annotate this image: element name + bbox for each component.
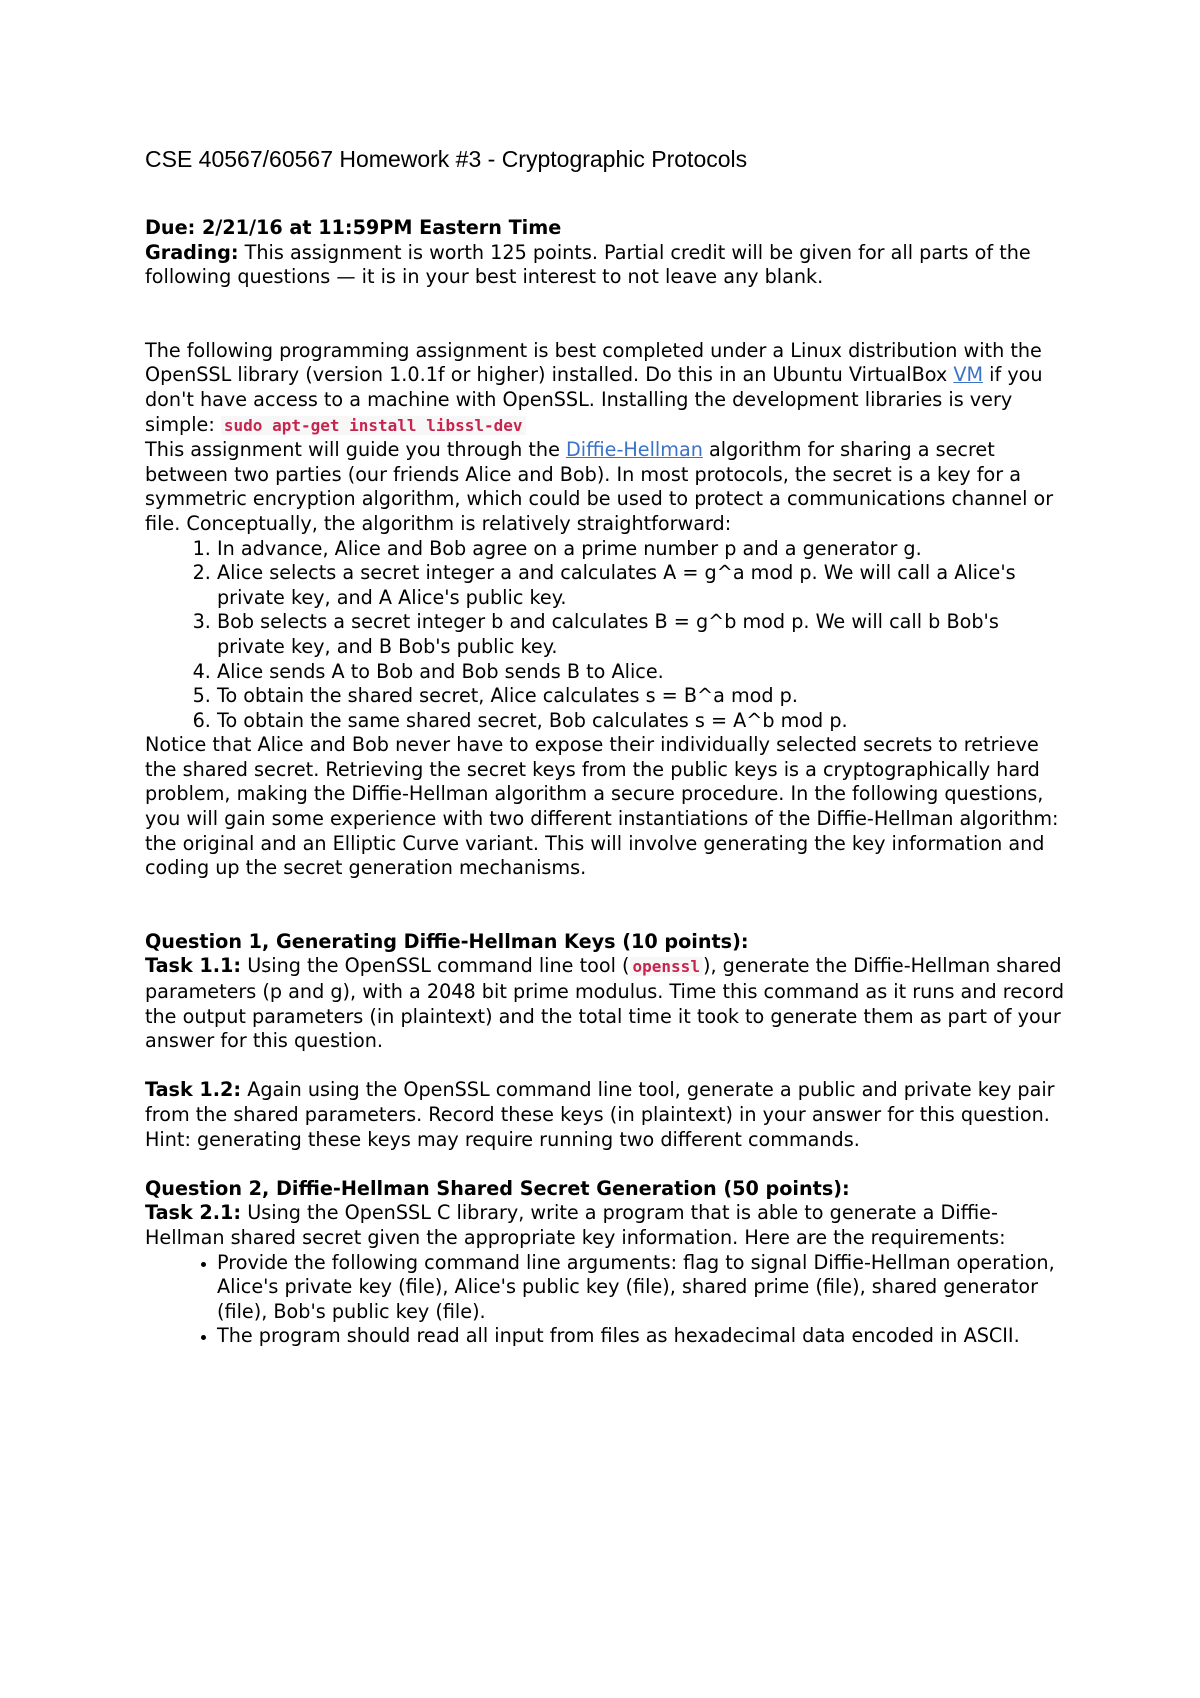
intro-text: This assignment will guide you through the: [145, 438, 566, 462]
intro-text: if you don't have access to a machine with OpenSSL. Installing the development libraries is very simple:: [145, 363, 1043, 436]
intro-text: The following programming assignment is best completed under a Linux distribution with the OpenSSL library (version 1.0.1f or higher) installed. Do this in an Ubuntu VirtualBox: [145, 338, 1042, 387]
requirements-list: [145, 1251, 1065, 1349]
task-label: Task 1.1:: [145, 954, 242, 978]
intro-paragraph-1: [145, 339, 1065, 438]
intro-text: algorithm for sharing a secret between two parties (our friends Alice and Bob). In most protocols, the secret is a key for a symmetric encryption algorithm, which could be used to protect a communications channel or file. Conceptually, the algorithm is relatively straightforward:: [145, 438, 1054, 535]
task-text: ), generate the Diffie-Hellman shared parameters (p and g), with a 2048 bit prime modulus. Time this command as it runs and record the output parameters (in plaintext) and the total time it took to generate them as part of your answer for this question.: [145, 954, 1065, 1053]
due-date: Due: 2/21/16 at 11:59PM Eastern Time: [145, 216, 562, 239]
algorithm-steps: [145, 537, 1065, 734]
task-text: Using the OpenSSL C library, write a program that is able to generate a Diffie-Hellman shared secret given the appropriate key information. Here are the requirements:: [145, 1201, 1006, 1249]
grading-paragraph: [145, 241, 1065, 290]
task-text: Using the OpenSSL command line tool (: [241, 954, 630, 978]
document-title: CSE 40567/60567 Homework #3 - Cryptographic Protocols: [145, 146, 748, 172]
diffie-hellman-link[interactable]: Diffie-Hellman: [565, 438, 703, 462]
vm-link[interactable]: VM: [953, 363, 984, 387]
task-2-1: [145, 1201, 1065, 1250]
list-item: • The program should read all input from files as hexadecimal data encoded in ASCII.: [217, 1324, 1065, 1349]
list-item: 3. Bob selects a secret integer b and calculates B = g^b mod p. We will call b Bob's private key, and B Bob's public key.: [217, 610, 1065, 659]
grading-text: This assignment is worth 125 points. Partial credit will be given for all parts of the following questions — it is in your best interest to not leave any blank.: [145, 240, 1031, 289]
task-label: Task 2.1:: [145, 1201, 242, 1225]
question-1-heading: Question 1, Generating Diffie-Hellman Keys (10 points):: [145, 929, 749, 953]
list-item: • Provide the following command line arguments: flag to signal Diffie-Hellman operation, Alice's private key (file), Alice's public key (file), shared prime (file), shared generator (file), Bob's public key (file).: [217, 1251, 1065, 1325]
document-page: [145, 142, 1065, 1349]
list-item: 4. Alice sends A to Bob and Bob sends B to Alice.: [217, 660, 1065, 685]
list-item: 5. To obtain the shared secret, Alice calculates s = B^a mod p.: [217, 684, 1065, 709]
grading-label: Grading:: [145, 240, 239, 264]
install-command: sudo apt-get install libssl-dev: [221, 416, 526, 435]
task-1-1: [145, 954, 1065, 1053]
list-item: 2. Alice selects a secret integer a and calculates A = g^a mod p. We will call a Alice's private key, and A Alice's public key.: [217, 561, 1065, 610]
document-body: [145, 216, 1065, 1349]
openssl-command: openssl: [630, 957, 703, 976]
list-item: 6. To obtain the same shared secret, Bob calculates s = A^b mod p.: [217, 709, 1065, 734]
question-2-heading: Question 2, Diffie-Hellman Shared Secret Generation (50 points):: [145, 1176, 850, 1200]
task-1-2: [145, 1078, 1065, 1152]
task-label: Task 1.2:: [145, 1078, 242, 1102]
notice-paragraph: Notice that Alice and Bob never have to expose their individually selected secrets to retrieve the shared secret. Retrieving the secret keys from the public keys is a cryptographically hard problem, making the Diffie-Hellman algorithm a secure procedure. In the following questions, you will gain some experience with two different instantiations of the Diffie-Hellman algorithm: the original and an Elliptic Curve variant. This will involve generating the key information and coding up the secret generation mechanisms.: [145, 733, 1059, 880]
intro-paragraph-2: [145, 438, 1065, 536]
list-item: 1. In advance, Alice and Bob agree on a prime number p and a generator g.: [217, 537, 1065, 562]
task-text: Again using the OpenSSL command line tool, generate a public and private key pair from the shared parameters. Record these keys (in plaintext) in your answer for this question. Hint: generating these keys may require running two different commands.: [145, 1078, 1055, 1151]
